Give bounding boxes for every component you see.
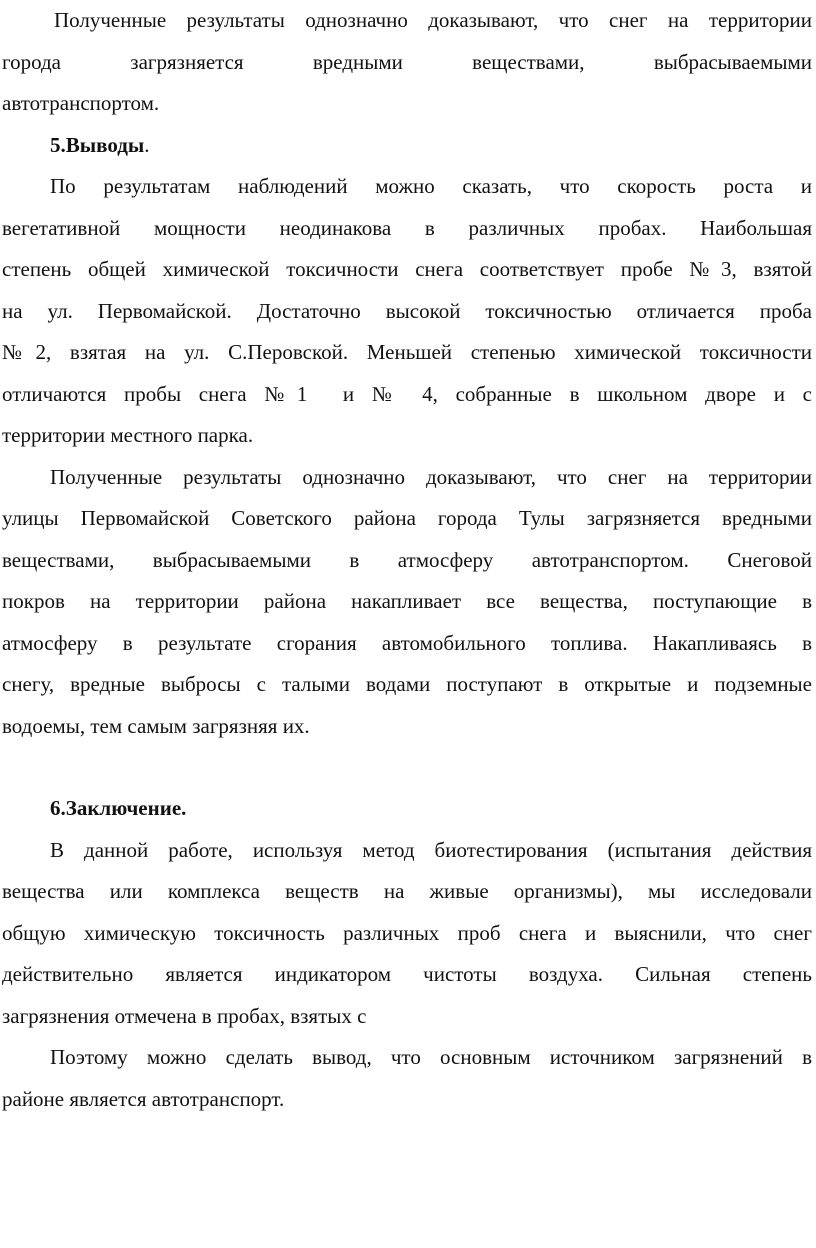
paragraph (2, 166, 812, 457)
text-line: города загрязняется вредными веществами, выбрасываемыми (2, 49, 812, 74)
section-heading-conclusion (2, 788, 812, 830)
text-line: автотранспортом. (2, 91, 160, 115)
text-line: на ул. Первомайской. Достаточно высокой токсичностью отличается проба (2, 298, 812, 323)
text-line: отличаются пробы снега №1 и № 4, собранные в школьном дворе и с (2, 381, 812, 406)
text-line: действительно является индикатором чистоты воздуха. Сильная степень (2, 962, 812, 986)
text-line: №2, взятая на ул. С.Перовской. Меньшей степенью химической токсичности (2, 340, 812, 364)
paragraph (2, 457, 812, 748)
text-line: покров на территории района накапливает все вещества, поступающие в (2, 589, 812, 613)
paragraph (2, 830, 812, 1038)
text-line: Полученные результаты однозначно доказывают, что снег на территории (50, 464, 812, 489)
text-line: общую химическую токсичность различных проб снега и выяснили, что снег (2, 920, 812, 945)
text-line: В данной работе, используя метод биотестирования (испытания действия (50, 837, 812, 862)
document-body (2, 0, 812, 1120)
text-line: вещества или комплекса веществ на живые организмы), мы исследовали (2, 879, 812, 903)
text-line: степень общей химической токсичности снега соответствует пробе №3, взятой (2, 257, 812, 281)
section-heading-suffix: . (144, 132, 150, 157)
text-line: загрязнения отмечена в пробах, взятых с (2, 1003, 367, 1028)
intro-paragraph (2, 0, 812, 125)
text-line: снегу, вредные выбросы с талыми водами поступают в открытые и подземные (2, 672, 812, 696)
text-line: вегетативной мощности неодинакова в различных пробах. Наибольшая (2, 215, 812, 240)
text-line: водоемы, тем самым загрязняя их. (2, 713, 310, 738)
text-line: улицы Первомайской Советского района города Тулы загрязняется вредными (2, 506, 812, 530)
section-heading-text: 6.Заключение. (50, 796, 187, 820)
text-line: веществами, выбрасываемыми в атмосферу автотранспортом. Снеговой (2, 547, 812, 572)
text-line: территории местного парка. (2, 423, 254, 447)
text-line: атмосферу в результате сгорания автомобильного топлива. Накапливаясь в (2, 630, 812, 655)
text-line: По результатам наблюдений можно сказать, что скорость роста и (50, 174, 812, 198)
text-line: Полученные результаты однозначно доказывают, что снег на территории (54, 8, 812, 32)
section-heading-text: 5.Выводы (50, 132, 145, 157)
text-line: Поэтому можно сделать вывод, что основным источником загрязнений в (50, 1045, 812, 1069)
section-heading-conclusions (2, 125, 812, 167)
text-line: районе является автотранспорт. (2, 1086, 285, 1111)
paragraph (2, 1037, 812, 1120)
